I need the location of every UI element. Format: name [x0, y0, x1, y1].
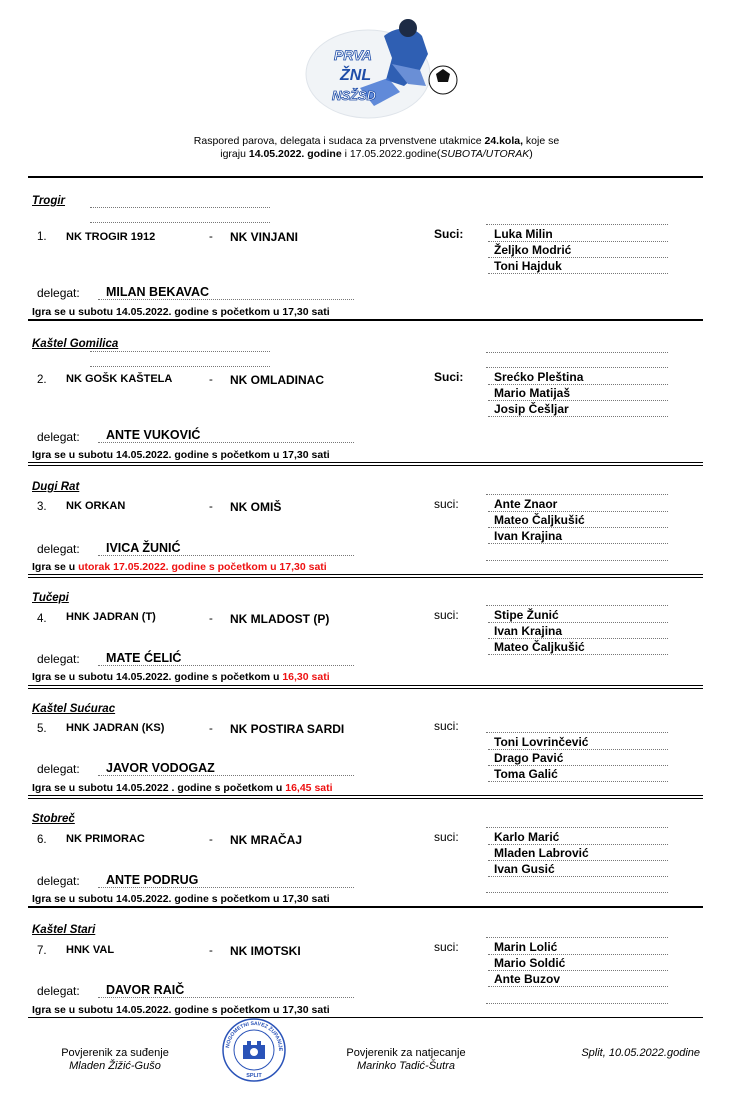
away-team: NK OMIŠ	[230, 500, 282, 514]
delegate-label: delegat:	[37, 652, 80, 666]
dotted-line	[486, 827, 668, 828]
referee: Mladen Labrović	[488, 846, 668, 861]
referee: Ivan Gusić	[488, 862, 668, 877]
svg-text:SPLIT: SPLIT	[246, 1073, 262, 1079]
match-number: 4.	[37, 613, 47, 625]
delegate-label: delegat:	[37, 542, 80, 556]
separator: -	[209, 723, 213, 735]
home-team: HNK JADRAN (T)	[66, 611, 156, 623]
referees-label: suci:	[434, 940, 459, 954]
referee: Karlo Marić	[488, 830, 668, 845]
referee: Ivan Krajina	[488, 529, 668, 544]
separator: -	[209, 613, 213, 625]
match-note: Igra se u subotu 14.05.2022. godine s početkom u 16,30 sati	[32, 671, 330, 683]
referee: Srećko Pleština	[488, 370, 668, 385]
match-location: Tučepi	[32, 592, 69, 604]
logo-text-nszsd: NSŽSD	[332, 88, 377, 103]
delegate-label: delegat:	[37, 984, 80, 998]
match-location: Trogir	[32, 195, 66, 207]
delegate-label: delegat:	[37, 874, 80, 888]
divider	[28, 906, 703, 908]
dotted-line	[486, 605, 668, 606]
referee-commissioner: Povjerenik za suđenje Mladen Žižić-Gušo	[61, 1047, 169, 1072]
delegate-name: MILAN BEKAVAC	[98, 285, 354, 300]
dotted-line	[486, 494, 668, 495]
referee: Mateo Čaljkušić	[488, 640, 668, 655]
home-team: NK PRIMORAC	[66, 833, 145, 845]
match-note: Igra se u subotu 14.05.2022. godine s početkom u 17,30 sati	[32, 893, 330, 905]
match-location: Kaštel Sućurac	[32, 703, 116, 715]
delegate-name: MATE ĆELIĆ	[98, 651, 354, 666]
logo-text-znl: ŽNL	[340, 67, 372, 84]
place-date: Split, 10.05.2022.godine	[581, 1047, 700, 1059]
delegate-label: delegat:	[37, 430, 80, 444]
match-location: Stobreč	[32, 813, 75, 825]
dotted-line	[486, 937, 668, 938]
divider	[28, 319, 703, 321]
referee: Drago Pavić	[488, 751, 668, 766]
divider	[28, 685, 703, 689]
delegate-name: JAVOR VODOGAZ	[98, 761, 354, 776]
referee: Ante Buzov	[488, 972, 668, 987]
home-team: NK GOŠK KAŠTELA	[66, 373, 173, 385]
referees-label: suci:	[434, 719, 459, 733]
match-note: Igra se u subotu 14.05.2022. godine s početkom u 17,30 sati	[32, 306, 330, 318]
dotted-line	[486, 352, 668, 353]
referees-label: Suci:	[434, 227, 464, 241]
association-seal	[221, 1017, 287, 1083]
match-number: 3.	[37, 501, 47, 513]
referees-label: Suci:	[434, 370, 464, 384]
match-location: Dugi Rat	[32, 481, 80, 493]
referee: Stipe Žunić	[488, 608, 668, 623]
separator: -	[209, 231, 213, 243]
divider	[28, 574, 703, 578]
separator: -	[209, 374, 213, 386]
dotted-line	[486, 892, 668, 893]
delegate-name: ANTE VUKOVIĆ	[98, 428, 354, 443]
match-note: Igra se u subotu 14.05.2022 . godine s početkom u 16,45 sati	[32, 782, 333, 794]
dotted-line	[486, 367, 668, 368]
delegate-name: DAVOR RAIČ	[98, 983, 354, 998]
delegate-name: ANTE PODRUG	[98, 873, 354, 888]
away-team: NK POSTIRA SARDI	[230, 722, 345, 736]
separator: -	[209, 945, 213, 957]
match-note: Igra se u utorak 17.05.2022. godine s početkom u 17,30 sati	[32, 561, 327, 573]
referee: Toma Galić	[488, 767, 668, 782]
home-team: HNK VAL	[66, 944, 115, 956]
dotted-line	[486, 732, 668, 733]
delegate-label: delegat:	[37, 762, 80, 776]
match-number: 5.	[37, 723, 47, 735]
referee: Mateo Čaljkušić	[488, 513, 668, 528]
dotted-line	[486, 224, 668, 225]
divider	[28, 1017, 703, 1018]
referee: Luka Milin	[488, 227, 668, 242]
match-location: Kaštel Gomilica	[32, 338, 119, 350]
delegate-label: delegat:	[37, 286, 80, 300]
referee: Ante Znaor	[488, 497, 668, 512]
referees-label: suci:	[434, 830, 459, 844]
referees-label: suci:	[434, 608, 459, 622]
divider	[28, 462, 703, 466]
separator: -	[209, 834, 213, 846]
referee: Mario Soldić	[488, 956, 668, 971]
away-team: NK IMOTSKI	[230, 944, 301, 958]
intro-line-1: Raspored parova, delegata i sudaca za prvenstvene utakmice 24.kola, koje se	[193, 135, 560, 147]
referee: Josip Češljar	[488, 402, 668, 417]
dotted-line	[486, 1003, 668, 1004]
dotted-line	[90, 366, 270, 367]
separator: -	[209, 501, 213, 513]
referee: Mario Matijaš	[488, 386, 668, 401]
dotted-line	[90, 222, 270, 223]
logo-text-prva: PRVA	[334, 47, 372, 63]
referee: Toni Lovrinčević	[488, 735, 668, 750]
match-location: Kaštel Stari	[32, 924, 96, 936]
match-note: Igra se u subotu 14.05.2022. godine s početkom u 17,30 sati	[32, 449, 330, 461]
referee: Ivan Krajina	[488, 624, 668, 639]
svg-text:NOGOMETNI SAVEZ ŽUPANIJE SPLIT: NOGOMETNI SAVEZ ŽUPANIJE	[225, 1020, 284, 1052]
match-number: 1.	[37, 231, 47, 243]
referees-label: suci:	[434, 497, 459, 511]
dotted-line	[90, 351, 270, 352]
league-logo	[296, 14, 466, 122]
competition-commissioner: Povjerenik za natjecanje Marinko Tadić-Šutra	[346, 1047, 466, 1072]
home-team: NK TROGIR 1912	[66, 231, 156, 243]
divider	[28, 795, 703, 799]
home-team: NK ORKAN	[66, 500, 126, 512]
dotted-line	[486, 560, 668, 561]
referee: Toni Hajduk	[488, 259, 668, 274]
match-note: Igra se u subotu 14.05.2022. godine s početkom u 17,30 sati	[32, 1004, 330, 1016]
away-team: NK VINJANI	[230, 230, 299, 244]
intro-line-2: igraju 14.05.2022. godine i 17.05.2022.godine(SUBOTA/UTORAK)	[220, 148, 533, 160]
away-team: NK MRAČAJ	[230, 833, 302, 847]
away-team: NK MLADOST (P)	[230, 612, 330, 626]
divider	[28, 176, 703, 178]
home-team: HNK JADRAN (KS)	[66, 722, 165, 734]
referee: Željko Modrić	[488, 243, 668, 258]
match-number: 6.	[37, 834, 47, 846]
delegate-name: IVICA ŽUNIĆ	[98, 541, 354, 556]
referee: Marin Lolić	[488, 940, 668, 955]
away-team: NK OMLADINAC	[230, 373, 324, 387]
dotted-line	[90, 207, 270, 208]
match-number: 7.	[37, 945, 47, 957]
match-number: 2.	[37, 374, 47, 386]
